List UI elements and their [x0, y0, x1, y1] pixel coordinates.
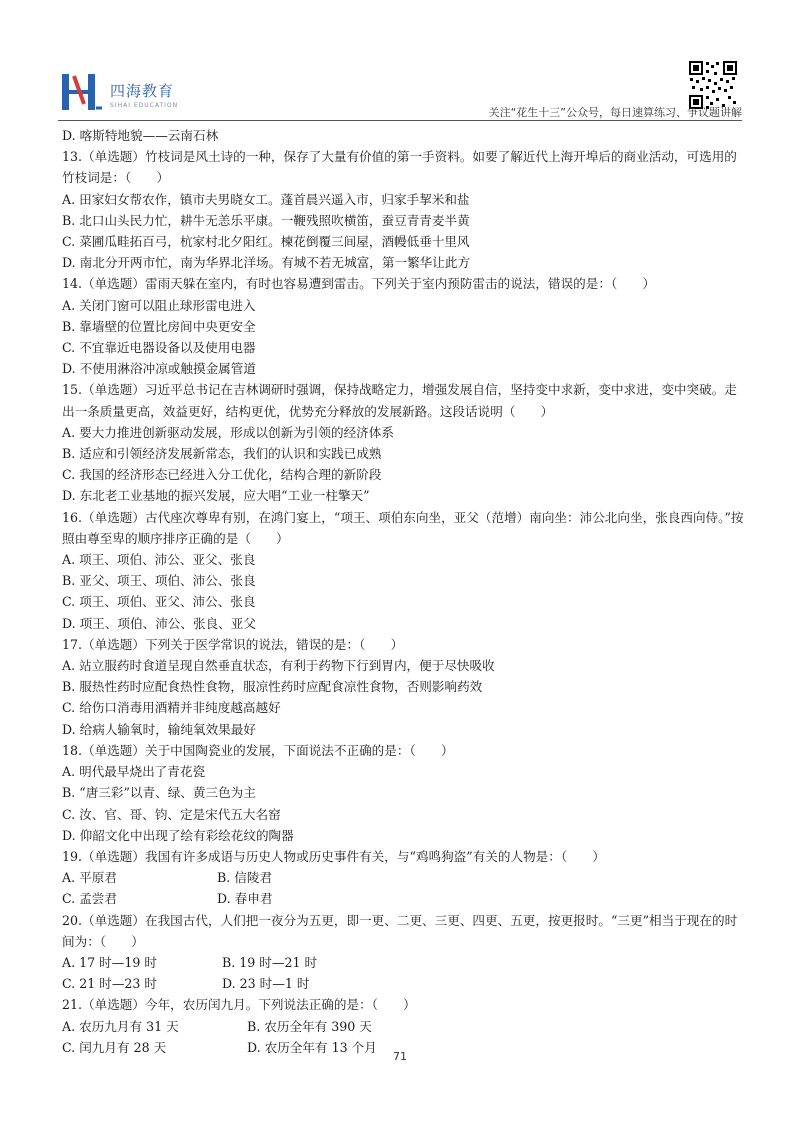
option-b: B. 信陵君 — [217, 870, 273, 886]
page-number: 71 — [393, 1050, 407, 1063]
option-d: D. 不使用淋浴冲凉或触摸金属管道 — [62, 361, 256, 377]
option-a: A. 项王、项伯、沛公、亚父、张良 — [62, 552, 256, 568]
option-c: C. 菜圃瓜畦拓百弓，杭家村北夕阳红。楝花倒覆三间屋，酒幔低垂十里风 — [62, 234, 470, 250]
option-d: D. 仰韶文化中出现了绘有彩绘花纹的陶器 — [62, 827, 294, 843]
option-c: C. 不宜靠近电器设备以及使用电器 — [62, 340, 256, 356]
option-d: D. 农历全年有 13 个月 — [247, 1039, 377, 1055]
brand-logo — [60, 70, 210, 118]
option-a: A. 田家妇女帮农作，镇市夫男晓女工。蓬首晨兴遥入市，归家手挈米和盐 — [62, 191, 470, 207]
brand-name: 四海教育 — [110, 82, 175, 100]
option-d: D. 春申君 — [217, 891, 273, 907]
option-a: A. 平原君 — [62, 870, 117, 886]
page-header — [0, 0, 800, 120]
option-row — [62, 952, 746, 973]
option-b: B. 服热性药时应配食热性食物，服凉性药时应配食凉性食物，否则影响药效 — [62, 679, 483, 695]
option-row — [62, 888, 746, 909]
option-c: C. 汝、官、哥、钧、定是宋代五大名窑 — [62, 806, 281, 822]
option-c: C. 给伤口消毒用酒精并非纯度越高越好 — [62, 700, 281, 716]
option-a: A. 17 时—19 时 — [62, 954, 157, 970]
option-c: C. 孟尝君 — [62, 891, 117, 907]
header-divider — [58, 120, 742, 121]
option-d: D. 东北老工业基地的振兴发展，应大唱“工业一柱擎天” — [62, 488, 370, 504]
option-d: D. 给病人输氧时，输纯氧效果最好 — [62, 721, 256, 737]
option-d: D. 南北分开两市忙，南为华界北洋场。有城不若无城富，第一繁华让此方 — [62, 255, 471, 271]
logo-mark-icon — [60, 70, 104, 114]
question-14-stem: 14.（单选题）雷雨天躲在室内，有时也容易遭到雷击。下列关于室内预防雷击的说法，错误的是：（ ） — [62, 276, 656, 292]
option-row — [62, 867, 746, 888]
question-list — [62, 125, 746, 1058]
option-b: B. 北口山头民力忙，耕牛无恙乐平康。一鞭残照吹横笛，蚕豆青青麦半黄 — [62, 212, 470, 228]
question-13-stem: 13.（单选题）竹枝词是风土诗的一种，保存了大量有价值的第一手资料。如要了解近代上海开埠后的商业活动，可选用的竹枝词是：（ ） — [62, 149, 737, 186]
question-21-stem: 21.（单选题）今年，农历闰九月。下列说法正确的是：（ ） — [62, 997, 416, 1013]
option-a: A. 明代最早烧出了青花瓷 — [62, 764, 206, 780]
question-16-stem: 16.（单选题）古代座次尊卑有别，在鸿门宴上，“项王、项伯东向坐，亚父（范增）南向坐：沛公北向坐，张良西向侍。”按照由尊至卑的顺序排序正确的是（ ） — [62, 509, 744, 546]
brand-subtitle: SIHAI EDUCATION — [110, 102, 179, 109]
option-row — [62, 1016, 746, 1037]
option-a: A. 要大力推进创新驱动发展，形成以创新为引领的经济体系 — [62, 424, 394, 440]
question-18-stem: 18.（单选题）关于中国陶瓷业的发展，下面说法不正确的是：（ ） — [62, 742, 454, 758]
question-17-stem: 17.（单选题）下列关于医学常识的说法，错误的是：（ ） — [62, 636, 404, 652]
qr-code-icon — [688, 60, 738, 110]
option-a: A. 站立服药时食道呈现自然垂直状态，有利于药物下行到胃内，便于尽快吸收 — [62, 658, 495, 674]
option-c: C. 闰九月有 28 天 — [62, 1039, 167, 1055]
option-d: D. 项王、项伯、沛公、张良、亚父 — [62, 615, 256, 631]
option-row — [62, 973, 746, 994]
question-20-stem: 20.（单选题）在我国古代，人们把一夜分为五更，即一更、二更、三更、四更、五更，按更报时。“三更”相当于现在的时间为：（ ） — [62, 912, 738, 949]
option-b: B. “唐三彩”以青、绿、黄三色为主 — [62, 785, 256, 801]
option-b: B. 靠墙壁的位置比房间中央更安全 — [62, 318, 256, 334]
option-d: D. 喀斯特地貌——云南石林 — [62, 128, 219, 143]
option-b: B. 适应和引领经济发展新常态，我们的认识和实践已成熟 — [62, 446, 382, 462]
option-b: B. 农历全年有 390 天 — [247, 1018, 372, 1034]
option-a: A. 农历九月有 31 天 — [62, 1018, 179, 1034]
option-c: C. 我国的经济形态已经进入分工优化，结构合理的新阶段 — [62, 467, 382, 483]
option-c: C. 项王、项伯、亚父、沛公、张良 — [62, 594, 256, 610]
option-b: B. 亚父、项王、项伯、沛公、张良 — [62, 573, 256, 589]
option-d: D. 23 时—1 时 — [222, 976, 310, 992]
option-b: B. 19 时—21 时 — [222, 954, 318, 970]
header-note: 关注“花生十三”公众号，每日速算练习、争议题讲解 — [488, 106, 742, 119]
option-c: C. 21 时—23 时 — [62, 976, 158, 992]
question-15-stem: 15.（单选题）习近平总书记在吉林调研时强调，保持战略定力，增强发展自信，坚持变中求新，变中求进，变中突破。走出一条质量更高，效益更好，结构更优，优势充分释放的发展新路。这段话说明（ ） — [62, 382, 737, 419]
option-a: A. 关闭门窗可以阻止球形雷电进入 — [62, 297, 256, 313]
question-19-stem: 19.（单选题）我国有许多成语与历史人物或历史事件有关，与“鸡鸣狗盗”有关的人物是：（ ） — [62, 848, 605, 864]
